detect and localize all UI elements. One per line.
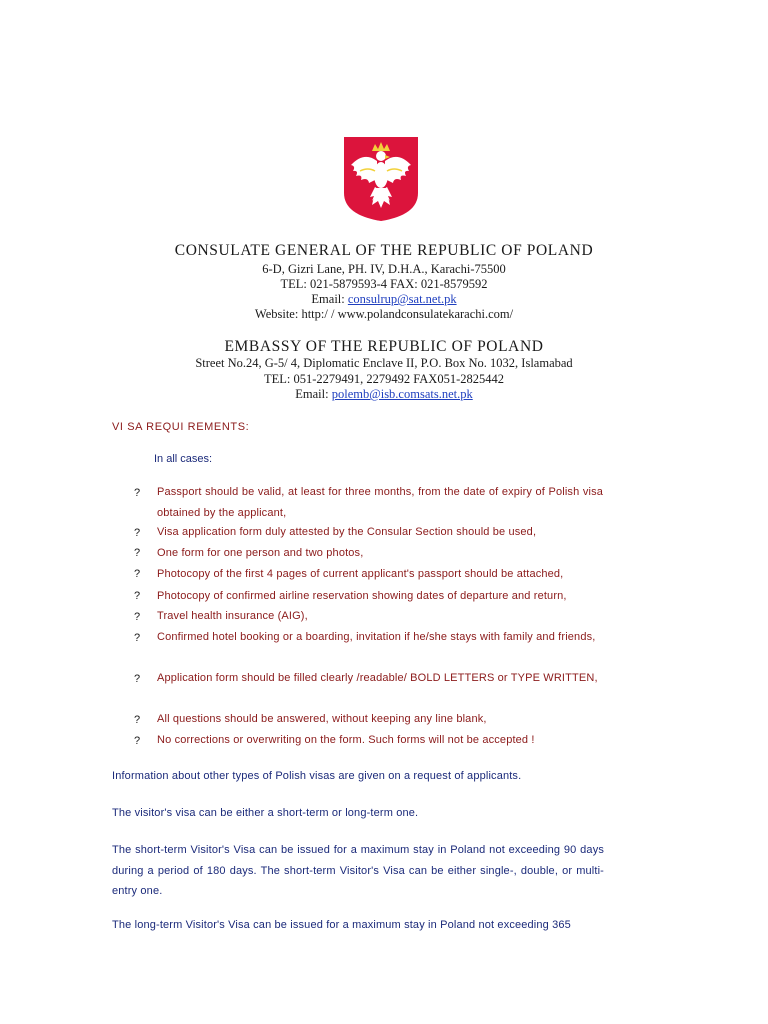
embassy-email-link[interactable]: polemb@isb.comsats.net.pk (331, 387, 473, 401)
requirement-item: No corrections or overwriting on the form. Such forms will not be accepted ! (157, 734, 535, 746)
bullet-marker: ? (134, 487, 141, 499)
consulate-email-link[interactable]: consulrup@sat.net.pk (347, 292, 457, 306)
bullet-marker: ? (134, 527, 141, 539)
requirement-item: Confirmed hotel booking or a boarding, invitation if he/she stays with family and friends, (157, 631, 596, 643)
paragraph-long-term-visa: The long-term Visitor's Visa can be issued for a maximum stay in Poland not exceeding 365 (112, 919, 571, 931)
bullet-marker: ? (134, 568, 141, 580)
bullet-marker: ? (134, 735, 141, 747)
bullet-marker: ? (134, 632, 141, 644)
consulate-title: CONSULATE GENERAL OF THE REPUBLIC OF POLAND (174, 242, 594, 259)
requirement-item: Photocopy of confirmed airline reservation showing dates of departure and return, (157, 590, 567, 602)
consulate-address: 6-D, Gizri Lane, PH. IV, D.H.A., Karachi-75500 (262, 262, 506, 276)
consulate-email-line (0, 292, 768, 307)
bullet-marker: ? (134, 611, 141, 623)
embassy-email-label: Email: (295, 387, 332, 401)
consulate-tel-fax: TEL: 021-5879593-4 FAX: 021-8579592 (280, 277, 488, 291)
consulate-email-label: Email: (311, 292, 348, 306)
requirement-item: Visa application form duly attested by the Consular Section should be used, (157, 526, 537, 538)
bullet-marker: ? (134, 714, 141, 726)
requirement-item: Application form should be filled clearly /readable/ BOLD LETTERS or TYPE WRITTEN, (157, 672, 598, 684)
in-all-cases-subheading: In all cases: (154, 453, 213, 465)
requirement-item: Photocopy of the first 4 pages of current applicant's passport should be attached, (157, 568, 564, 580)
requirement-item: All questions should be answered, without keeping any line blank, (157, 713, 487, 725)
bullet-marker: ? (134, 673, 141, 685)
bullet-marker: ? (134, 547, 141, 559)
paragraph-short-term-visa: The short-term Visitor's Visa can be issued for a maximum stay in Poland not exceeding 90 days during a period of 180 days. The short-term Visitor's Visa can be either single-, double, or multi-entry one. (112, 844, 604, 897)
embassy-address: Street No.24, G-5/ 4, Diplomatic Enclave II, P.O. Box No. 1032, Islamabad (195, 356, 573, 370)
paragraph-other-visa-types: Information about other types of Polish visas are given on a request of applicants. (112, 770, 522, 782)
paragraph-visitor-visa: The visitor's visa can be either a short-term or long-term one. (112, 807, 419, 819)
embassy-title: EMBASSY OF THE REPUBLIC OF POLAND (224, 338, 544, 355)
embassy-tel-fax: TEL: 051-2279491, 2279492 FAX051-2825442 (263, 372, 505, 386)
visa-requirements-heading: VI SA REQUI REMENTS: (112, 421, 250, 433)
bullet-marker: ? (134, 590, 141, 602)
requirement-item: One form for one person and two photos, (157, 547, 364, 559)
embassy-email-line (0, 387, 768, 402)
requirement-item: Travel health insurance (AIG), (157, 610, 308, 622)
requirement-item: Passport should be valid, at least for three months, from the date of expiry of Polish visa obtained by the applicant, (157, 486, 603, 519)
consulate-website: Website: http:/ / www.polandconsulatekarachi.com/ (254, 307, 514, 321)
polish-eagle-emblem-icon (342, 135, 420, 223)
